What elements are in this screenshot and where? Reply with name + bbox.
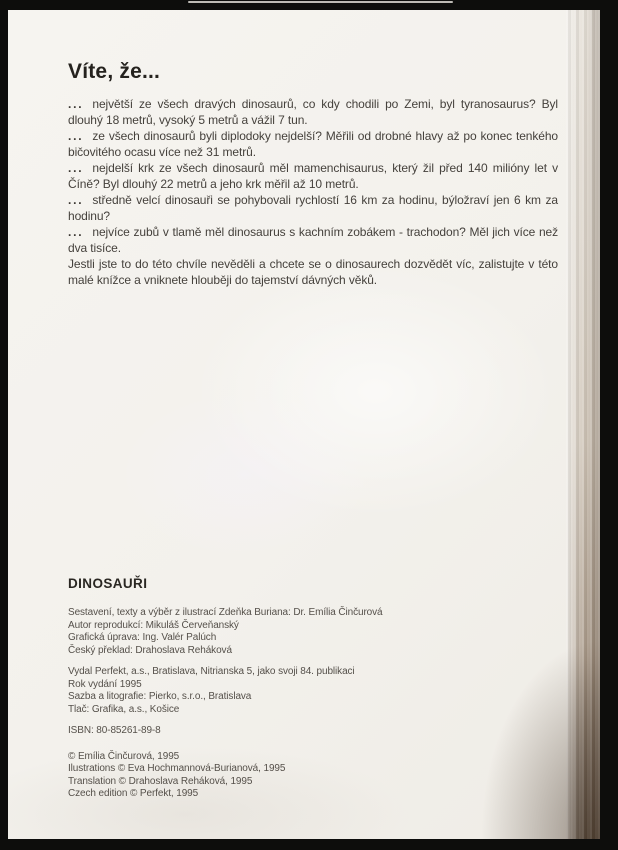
credit-line: Autor reprodukcí: Mikuláš Červeňanský [68,619,239,631]
closing-paragraph: Jestli jste to do této chvíle nevěděli a chcete se o dinosaurech dozvědět víc, zalistujte v této malé knížce a vniknete hlouběji do tajemství dávných věků. [68,257,558,287]
isbn-line: ISBN: 80-85261-89-8 [68,725,161,736]
credit-line: Grafická úprava: Ing. Valér Palúch [68,632,217,643]
intro-section [68,60,558,288]
ellipsis-bullet: ... [68,161,84,175]
publication-line: Vydal Perfekt, a.s., Bratislava, Nitrianska 5, jako svoji 84. publikaci [68,666,355,677]
copyright-group [68,751,548,801]
publication-group [68,666,548,716]
ellipsis-bullet: ... [68,225,84,239]
credit-line: Český překlad: Drahoslava Reháková [68,644,232,656]
book-page [8,10,600,839]
copyright-line: Translation © Drahoslava Reháková, 1995 [68,775,253,787]
fact-item [68,96,558,128]
publication-line: Rok vydání 1995 [68,678,142,690]
publication-line: Tlač: Grafika, a.s., Košice [68,703,180,715]
fact-text: ze všech dinosaurů byli diplodoky nejdelší? Měřili od drobné hlavy až po konec tenkého bičovitého ocasu více než 31 metrů. [68,129,558,159]
scan-light-leak [188,1,453,3]
colophon [68,576,548,810]
fact-item [68,128,558,160]
copyright-line: Ilustrations © Eva Hochmannová-Burianová, 1995 [68,763,286,774]
credit-line: Sestavení, texty a výběr z ilustrací Zdeňka Buriana: Dr. Emília Činčurová [68,607,383,618]
ellipsis-bullet: ... [68,129,84,143]
bottom-right-shadow [480,639,600,839]
page-title: Víte, že... [68,60,161,83]
ellipsis-bullet: ... [68,193,84,207]
fact-item [68,160,558,192]
credits-group [68,607,548,657]
publication-line: Sazba a litografie: Pierko, s.r.o., Bratislava [68,691,252,702]
ellipsis-bullet: ... [68,97,84,111]
fact-text: středně velcí dinosauři se pohybovali rychlostí 16 km za hodinu, býložraví jen 6 km za hodinu? [68,193,558,223]
isbn-group [68,725,548,738]
fact-text: nejvíce zubů v tlamě měl dinosaurus s kachním zobákem - trachodon? Měl jich více než dva tisíce. [68,225,558,255]
fact-item [68,224,558,256]
fact-item [68,192,558,224]
copyright-line: © Emília Činčurová, 1995 [68,750,180,762]
fact-text: nejdelší krk ze všech dinosaurů měl mamenchisaurus, který žil před 140 milióny let v Číně? Byl dlouhý 22 metrů a jeho krk měřil až 10 metrů. [68,161,558,191]
book-title: DINOSAUŘI [68,576,148,591]
fact-text: největší ze všech dravých dinosaurů, co kdy chodili po Zemi, byl tyranosaurus? Byl dlouhý 18 metrů, vysoký 5 metrů a vážil 7 tun. [68,97,558,127]
copyright-line: Czech edition © Perfekt, 1995 [68,788,199,799]
